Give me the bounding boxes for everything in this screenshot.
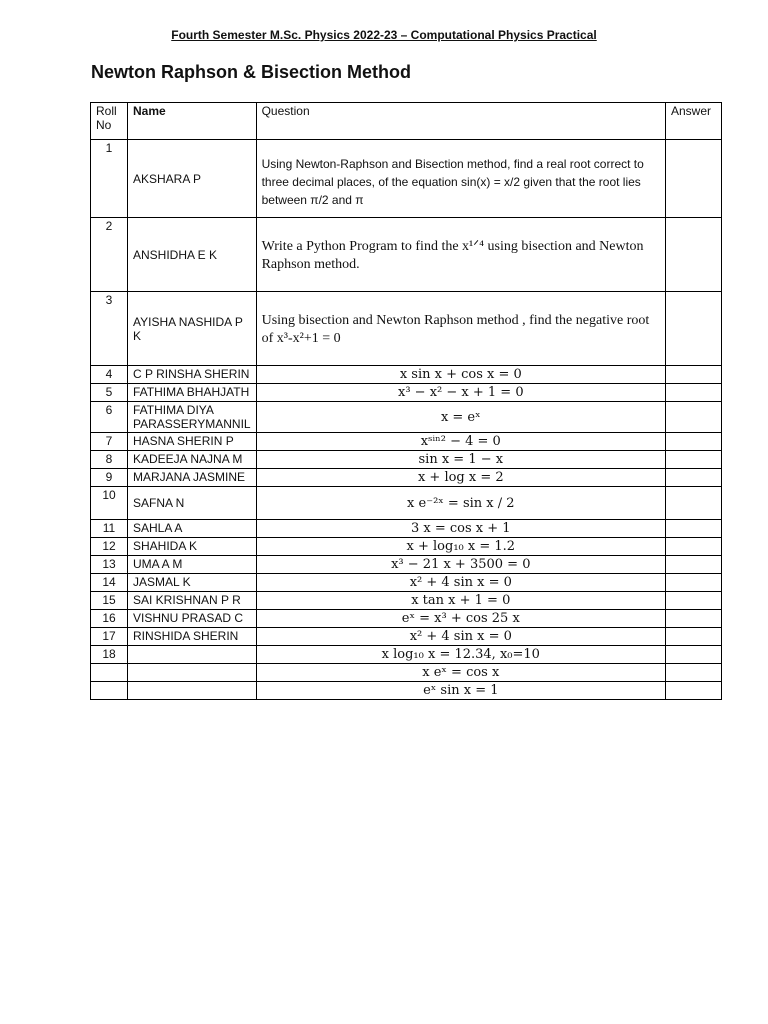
- name-cell: [128, 646, 257, 664]
- roll-cell: 15: [91, 592, 128, 610]
- answer-cell: [666, 366, 722, 384]
- answer-cell: [666, 140, 722, 218]
- table-row: [91, 140, 722, 218]
- equation-cell: sin x = 1 − x: [256, 451, 665, 469]
- equation-cell: x³ − 21 x + 3500 = 0: [256, 556, 665, 574]
- table-row: [91, 682, 722, 700]
- answer-cell: [666, 538, 722, 556]
- roll-cell: 10: [91, 487, 128, 520]
- table-row: [91, 469, 722, 487]
- equation-cell: x sin x + cos x = 0: [256, 366, 665, 384]
- roll-cell: [91, 664, 128, 682]
- answer-cell: [666, 610, 722, 628]
- table-row: [91, 433, 722, 451]
- name-cell: RINSHIDA SHERIN: [128, 628, 257, 646]
- roll-cell: 3: [91, 292, 128, 366]
- name-cell: [128, 664, 257, 682]
- name-cell: JASMAL K: [128, 574, 257, 592]
- roll-cell: 1: [91, 140, 128, 218]
- roll-cell: 11: [91, 520, 128, 538]
- equation-cell: x tan x + 1 = 0: [256, 592, 665, 610]
- roll-cell: 12: [91, 538, 128, 556]
- roll-cell: 14: [91, 574, 128, 592]
- answer-cell: [666, 433, 722, 451]
- equation-cell: 3 x = cos x + 1: [256, 520, 665, 538]
- table-row: [91, 664, 722, 682]
- answer-cell: [666, 218, 722, 292]
- roll-cell: 8: [91, 451, 128, 469]
- name-cell: MARJANA JASMINE: [128, 469, 257, 487]
- table-row: [91, 402, 722, 433]
- question-cell: Write a Python Program to find the x¹ᐟ⁴ using bisection and Newton Raphson method.: [256, 218, 665, 292]
- table-row: [91, 646, 722, 664]
- answer-cell: [666, 628, 722, 646]
- equation-cell: eˣ sin x = 1: [256, 682, 665, 700]
- table-row: [91, 292, 722, 366]
- roll-cell: [91, 682, 128, 700]
- roll-cell: 17: [91, 628, 128, 646]
- table-header-row: [91, 103, 722, 140]
- equation-cell: x eˣ = cos x: [256, 664, 665, 682]
- equation-cell: x³ − x² − x + 1 = 0: [256, 384, 665, 402]
- roll-cell: 5: [91, 384, 128, 402]
- equation-cell: x log₁₀ x = 12.34, x₀=10: [256, 646, 665, 664]
- roll-cell: 18: [91, 646, 128, 664]
- name-cell: AYISHA NASHIDA P K: [128, 292, 257, 366]
- roll-cell: 4: [91, 366, 128, 384]
- table-row: [91, 556, 722, 574]
- name-cell: SAFNA N: [128, 487, 257, 520]
- name-cell: SAI KRISHNAN P R: [128, 592, 257, 610]
- answer-cell: [666, 487, 722, 520]
- answer-cell: [666, 469, 722, 487]
- answer-cell: [666, 574, 722, 592]
- table-row: [91, 574, 722, 592]
- equation-cell: x e⁻²ˣ = sin x / 2: [256, 487, 665, 520]
- table-row: [91, 487, 722, 520]
- equation-cell: x + log₁₀ x = 1.2: [256, 538, 665, 556]
- answer-cell: [666, 402, 722, 433]
- name-cell: VISHNU PRASAD C: [128, 610, 257, 628]
- answer-cell: [666, 384, 722, 402]
- name-cell: AKSHARA P: [128, 140, 257, 218]
- question-cell: Using Newton-Raphson and Bisection method, find a real root correct to three decimal places, of the equation sin(x) = x/2 given that the root lies between π/2 and π: [256, 140, 665, 218]
- table-row: [91, 592, 722, 610]
- table-row: [91, 520, 722, 538]
- equation-cell: eˣ = x³ + cos 25 x: [256, 610, 665, 628]
- roll-cell: 16: [91, 610, 128, 628]
- table-row: [91, 384, 722, 402]
- equation-cell: x = eˣ: [256, 402, 665, 433]
- question-cell: Using bisection and Newton Raphson method , find the negative root of x³-x²+1 = 0: [256, 292, 665, 366]
- page-title: Newton Raphson & Bisection Method: [91, 62, 412, 82]
- column-header-answer: Answer: [666, 103, 722, 140]
- answer-cell: [666, 451, 722, 469]
- answer-cell: [666, 646, 722, 664]
- equation-cell: xˢⁱⁿ² − 4 = 0: [256, 433, 665, 451]
- table-row: [91, 628, 722, 646]
- roll-cell: 9: [91, 469, 128, 487]
- assignment-table: [90, 102, 722, 700]
- name-cell: HASNA SHERIN P: [128, 433, 257, 451]
- answer-cell: [666, 682, 722, 700]
- name-cell: C P RINSHA SHERIN: [128, 366, 257, 384]
- answer-cell: [666, 664, 722, 682]
- answer-cell: [666, 520, 722, 538]
- roll-cell: 2: [91, 218, 128, 292]
- name-cell: ANSHIDHA E K: [128, 218, 257, 292]
- roll-cell: 7: [91, 433, 128, 451]
- answer-cell: [666, 292, 722, 366]
- name-cell: FATHIMA BHAHJATH: [128, 384, 257, 402]
- document-header: Fourth Semester M.Sc. Physics 2022-23 – Computational Physics Practical: [171, 28, 597, 42]
- answer-cell: [666, 556, 722, 574]
- table-row: [91, 610, 722, 628]
- table-row: [91, 218, 722, 292]
- equation-cell: x + log x = 2: [256, 469, 665, 487]
- equation-cell: x² + 4 sin x = 0: [256, 574, 665, 592]
- table-row: [91, 451, 722, 469]
- roll-cell: 13: [91, 556, 128, 574]
- name-cell: FATHIMA DIYA PARASSERYMANNIL: [128, 402, 257, 433]
- table-row: [91, 538, 722, 556]
- name-cell: SHAHIDA K: [128, 538, 257, 556]
- column-header-question: Question: [256, 103, 665, 140]
- roll-cell: 6: [91, 402, 128, 433]
- column-header-name: Name: [128, 103, 257, 140]
- column-header-roll: Roll No: [91, 103, 128, 140]
- name-cell: KADEEJA NAJNA M: [128, 451, 257, 469]
- name-cell: [128, 682, 257, 700]
- name-cell: SAHLA A: [128, 520, 257, 538]
- equation-cell: x² + 4 sin x = 0: [256, 628, 665, 646]
- name-cell: UMA A M: [128, 556, 257, 574]
- answer-cell: [666, 592, 722, 610]
- table-row: [91, 366, 722, 384]
